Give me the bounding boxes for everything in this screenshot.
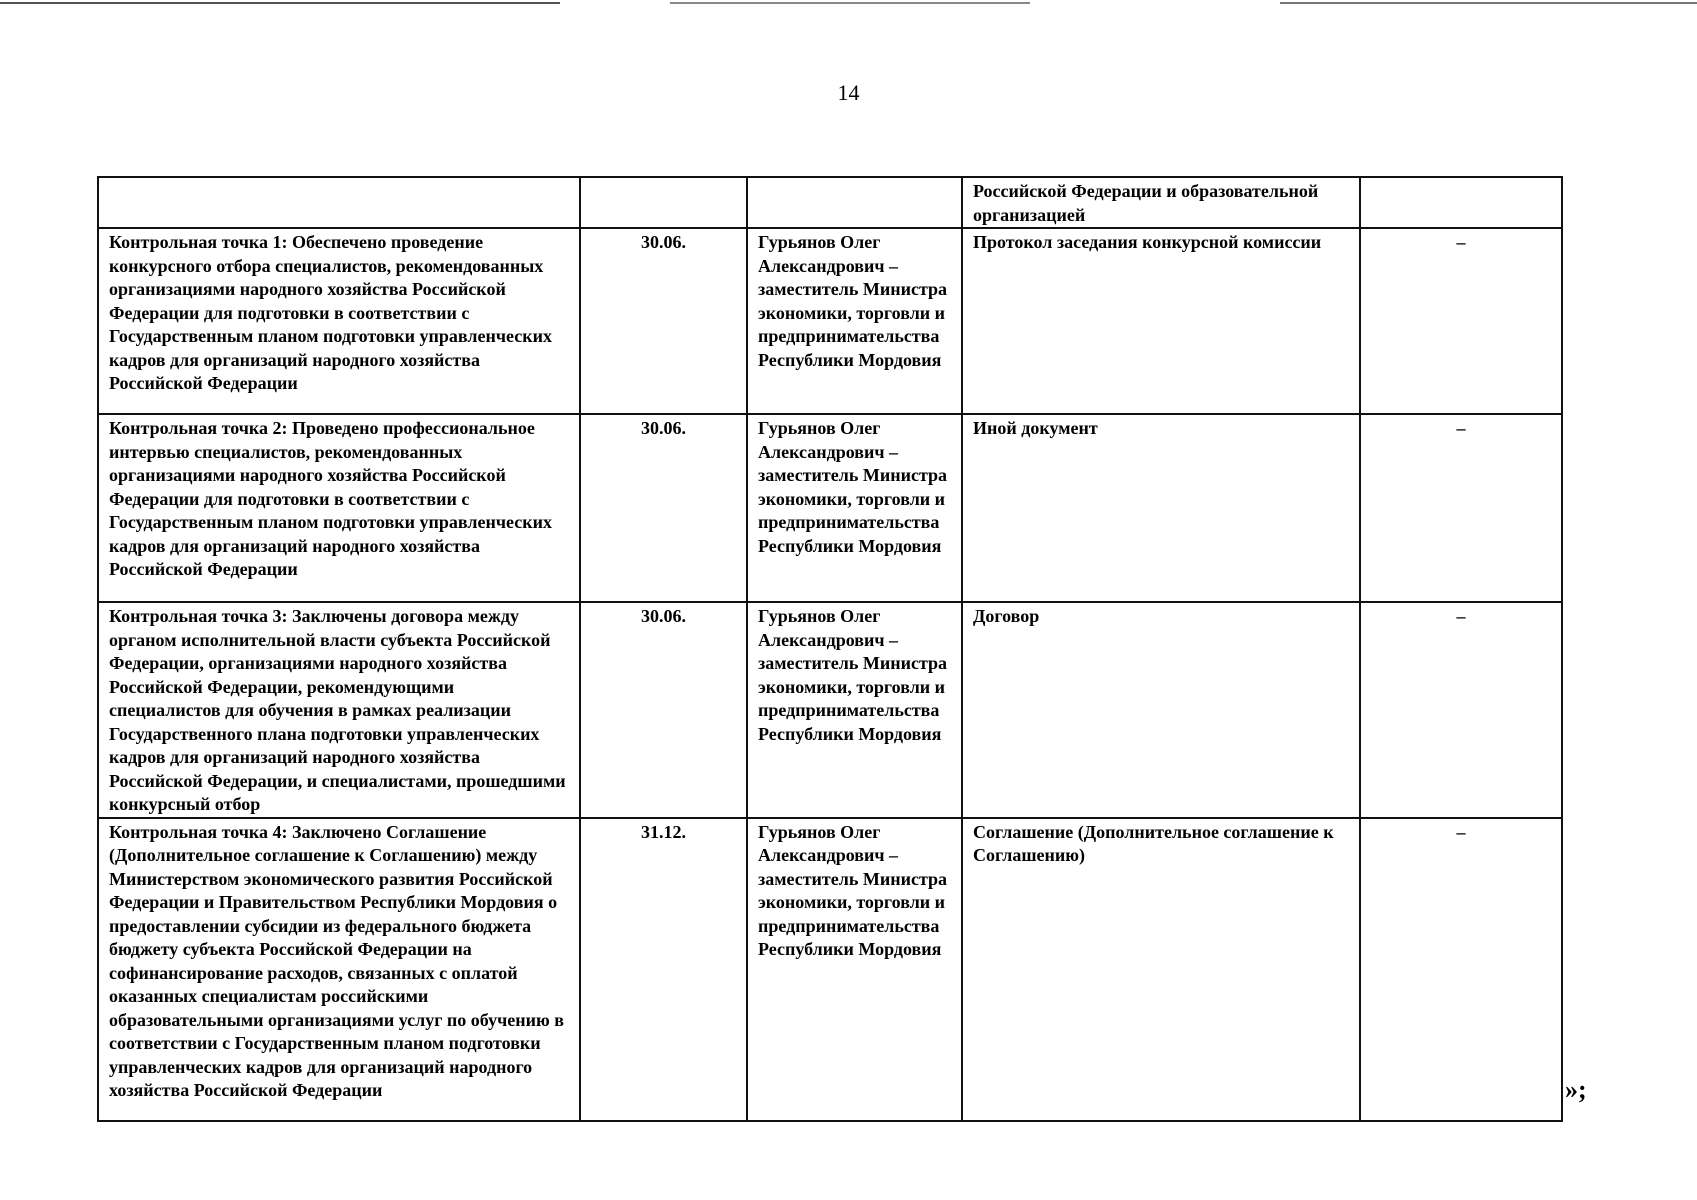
cell-responsible	[747, 228, 962, 414]
document-text: Протокол заседания конкурсной комиссии	[973, 232, 1322, 252]
cell-document	[962, 177, 1360, 228]
cell-responsible	[747, 818, 962, 1121]
continuation-result-text: Российской Федерации и образовательной организацией	[973, 181, 1319, 225]
cell-document	[962, 602, 1360, 818]
cell-responsible	[747, 177, 962, 228]
cell-note: –	[1360, 414, 1562, 602]
scan-edge-line	[1280, 2, 1697, 4]
cell-note: –	[1360, 228, 1562, 414]
checkpoint-table	[97, 176, 1563, 1122]
cell-document	[962, 414, 1360, 602]
cell-note: –	[1360, 818, 1562, 1121]
closing-quote-mark: »;	[1565, 1075, 1587, 1104]
checkpoint-text: Контрольная точка 4: Заключено Соглашение (Дополнительное соглашение к Соглашению) между Министерством экономического развития Российской Федерации и Правительством Республики Мордовия о предоставлении субсидии из федерального бюджета бюджету субъекта Российской Федерации на софинансирование расходов, связанных с оплатой оказанных специалистам российскими образовательными организациями услуг по обучению в соответствии с Государственным планом подготовки управленческих кадров для организаций народного хозяйства Российской Федерации	[109, 821, 564, 1100]
cell-date	[580, 177, 747, 228]
table-row	[98, 818, 1562, 1121]
responsible-text: Гурьянов Олег Александрович – заместитель Министра экономики, торговли и предпринимательства Республики Мордовия	[758, 232, 948, 370]
responsible-text: Гурьянов Олег Александрович – заместитель Министра экономики, торговли и предпринимательства Республики Мордовия	[758, 606, 948, 744]
scan-edge-line	[670, 2, 1030, 4]
cell-responsible	[747, 602, 962, 818]
table-row	[98, 602, 1562, 818]
cell-responsible	[747, 414, 962, 602]
cell-date: 31.12.	[580, 818, 747, 1121]
cell-date: 30.06.	[580, 228, 747, 414]
responsible-text: Гурьянов Олег Александрович – заместитель Министра экономики, торговли и предпринимательства Республики Мордовия	[758, 418, 948, 556]
responsible-text: Гурьянов Олег Александрович – заместитель Министра экономики, торговли и предпринимательства Республики Мордовия	[758, 821, 948, 959]
table-row	[98, 414, 1562, 602]
cell-checkpoint	[98, 602, 580, 818]
cell-checkpoint	[98, 414, 580, 602]
page-number: 14	[837, 80, 860, 105]
document-text: Соглашение (Дополнительное соглашение к Соглашению)	[973, 821, 1334, 865]
checkpoint-text: Контрольная точка 1: Обеспечено проведение конкурсного отбора специалистов, рекомендованных организациями народного хозяйства Российской Федерации для подготовки в соответствии с Государственным планом подготовки управленческих кадров для организаций народного хозяйства Российской Федерации	[109, 232, 552, 393]
scan-edge-line	[0, 2, 560, 4]
cell-checkpoint	[98, 228, 580, 414]
table-row-continuation	[98, 177, 1562, 228]
cell-checkpoint	[98, 818, 580, 1121]
cell-document	[962, 818, 1360, 1121]
cell-date: 30.06.	[580, 414, 747, 602]
cell-document	[962, 228, 1360, 414]
cell-note	[1360, 177, 1562, 228]
checkpoint-text: Контрольная точка 2: Проведено профессиональное интервью специалистов, рекомендованных организациями народного хозяйства Российской Федерации для подготовки в соответствии с Государственным планом подготовки управленческих кадров для организаций народного хозяйства Российской Федерации	[109, 418, 552, 579]
cell-note: –	[1360, 602, 1562, 818]
cell-date: 30.06.	[580, 602, 747, 818]
document-text: Иной документ	[973, 418, 1098, 438]
checkpoint-text: Контрольная точка 3: Заключены договора между органом исполнительной власти субъекта Российской Федерации, организациями народного хозяйства Российской Федерации, рекомендующими специалистов для обучения в рамках реализации Государственного плана подготовки управленческих кадров для организаций народного хозяйства Российской Федерации, и специалистами, прошедшими конкурсный отбор	[109, 606, 566, 814]
table-row	[98, 228, 1562, 414]
document-text: Договор	[973, 606, 1040, 626]
cell-checkpoint	[98, 177, 580, 228]
